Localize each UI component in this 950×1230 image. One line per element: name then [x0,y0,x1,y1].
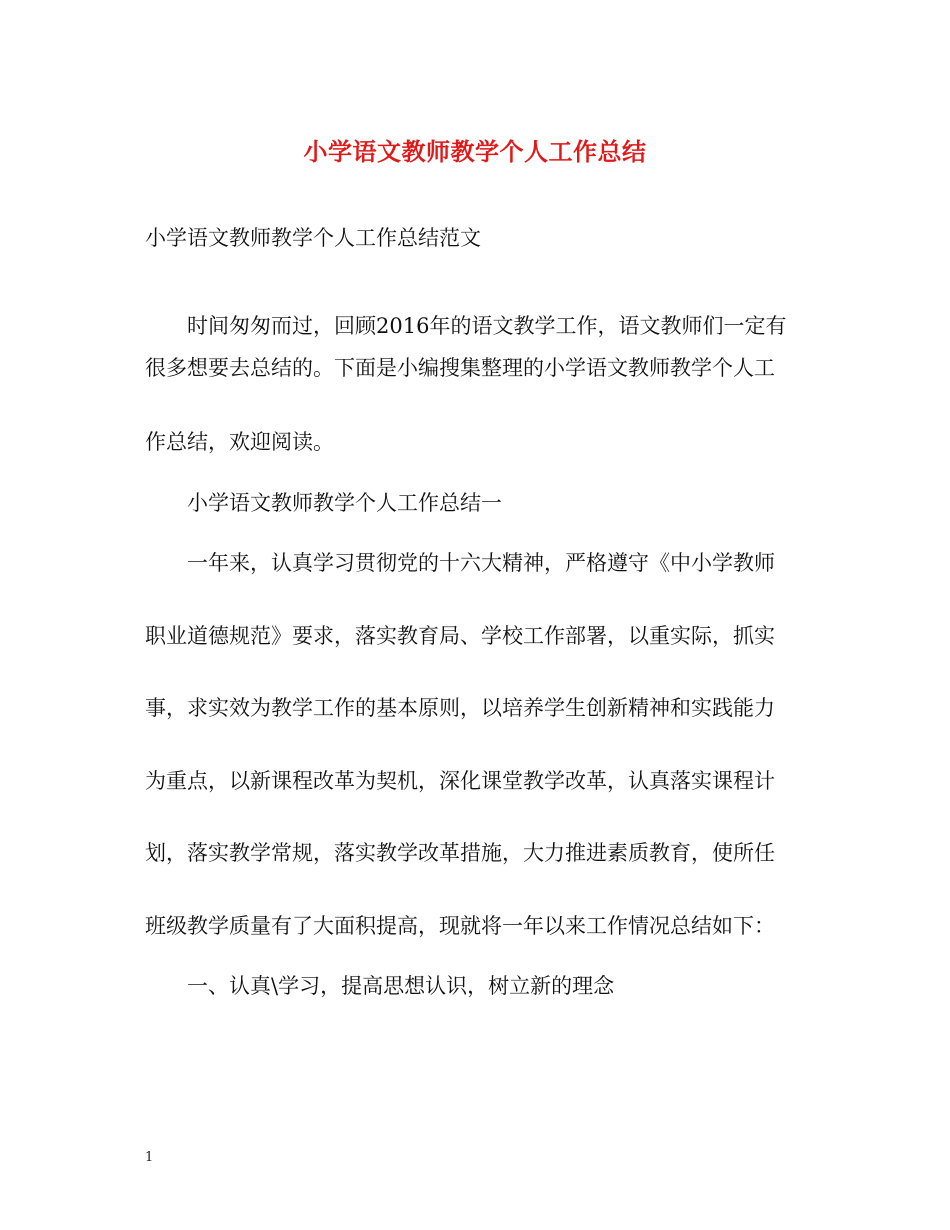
paragraph-line: 为重点，以新课程改革为契机，深化课堂教学改革，认真落实课程计 [145,769,775,793]
paragraph-line: 作总结，欢迎阅读。 [145,430,334,454]
paragraph-line: 划，落实教学常规，落实教学改革措施，大力推进素质教育，使所任 [145,841,775,865]
section-heading: 小学语文教师教学个人工作总结一 [187,491,502,515]
paragraph-line: 职业道德规范》要求，落实教育局、学校工作部署，以重实际，抓实 [145,624,775,648]
paragraph-line: 班级教学质量有了大面积提高，现就将一年以来工作情况总结如下： [145,914,775,938]
paragraph-line: 时间匆匆而过，回顾2016年的语文教学工作，语文教师们一定有 [187,314,787,338]
paragraph-line: 一年来，认真学习贯彻党的十六大精神，严格遵守《中小学教师 [187,551,775,575]
paragraph-line: 事，求实效为教学工作的基本原则，以培养学生创新精神和实践能力 [145,696,775,720]
document-subtitle: 小学语文教师教学个人工作总结范文 [145,226,481,250]
paragraph-line: 很多想要去总结的。下面是小编搜集整理的小学语文教师教学个人工 [145,356,775,380]
section-heading: 一、认真\学习，提高思想认识，树立新的理念 [187,974,615,998]
page-number: 1 [145,1150,154,1165]
document-title: 小学语文教师教学个人工作总结 [303,137,647,166]
